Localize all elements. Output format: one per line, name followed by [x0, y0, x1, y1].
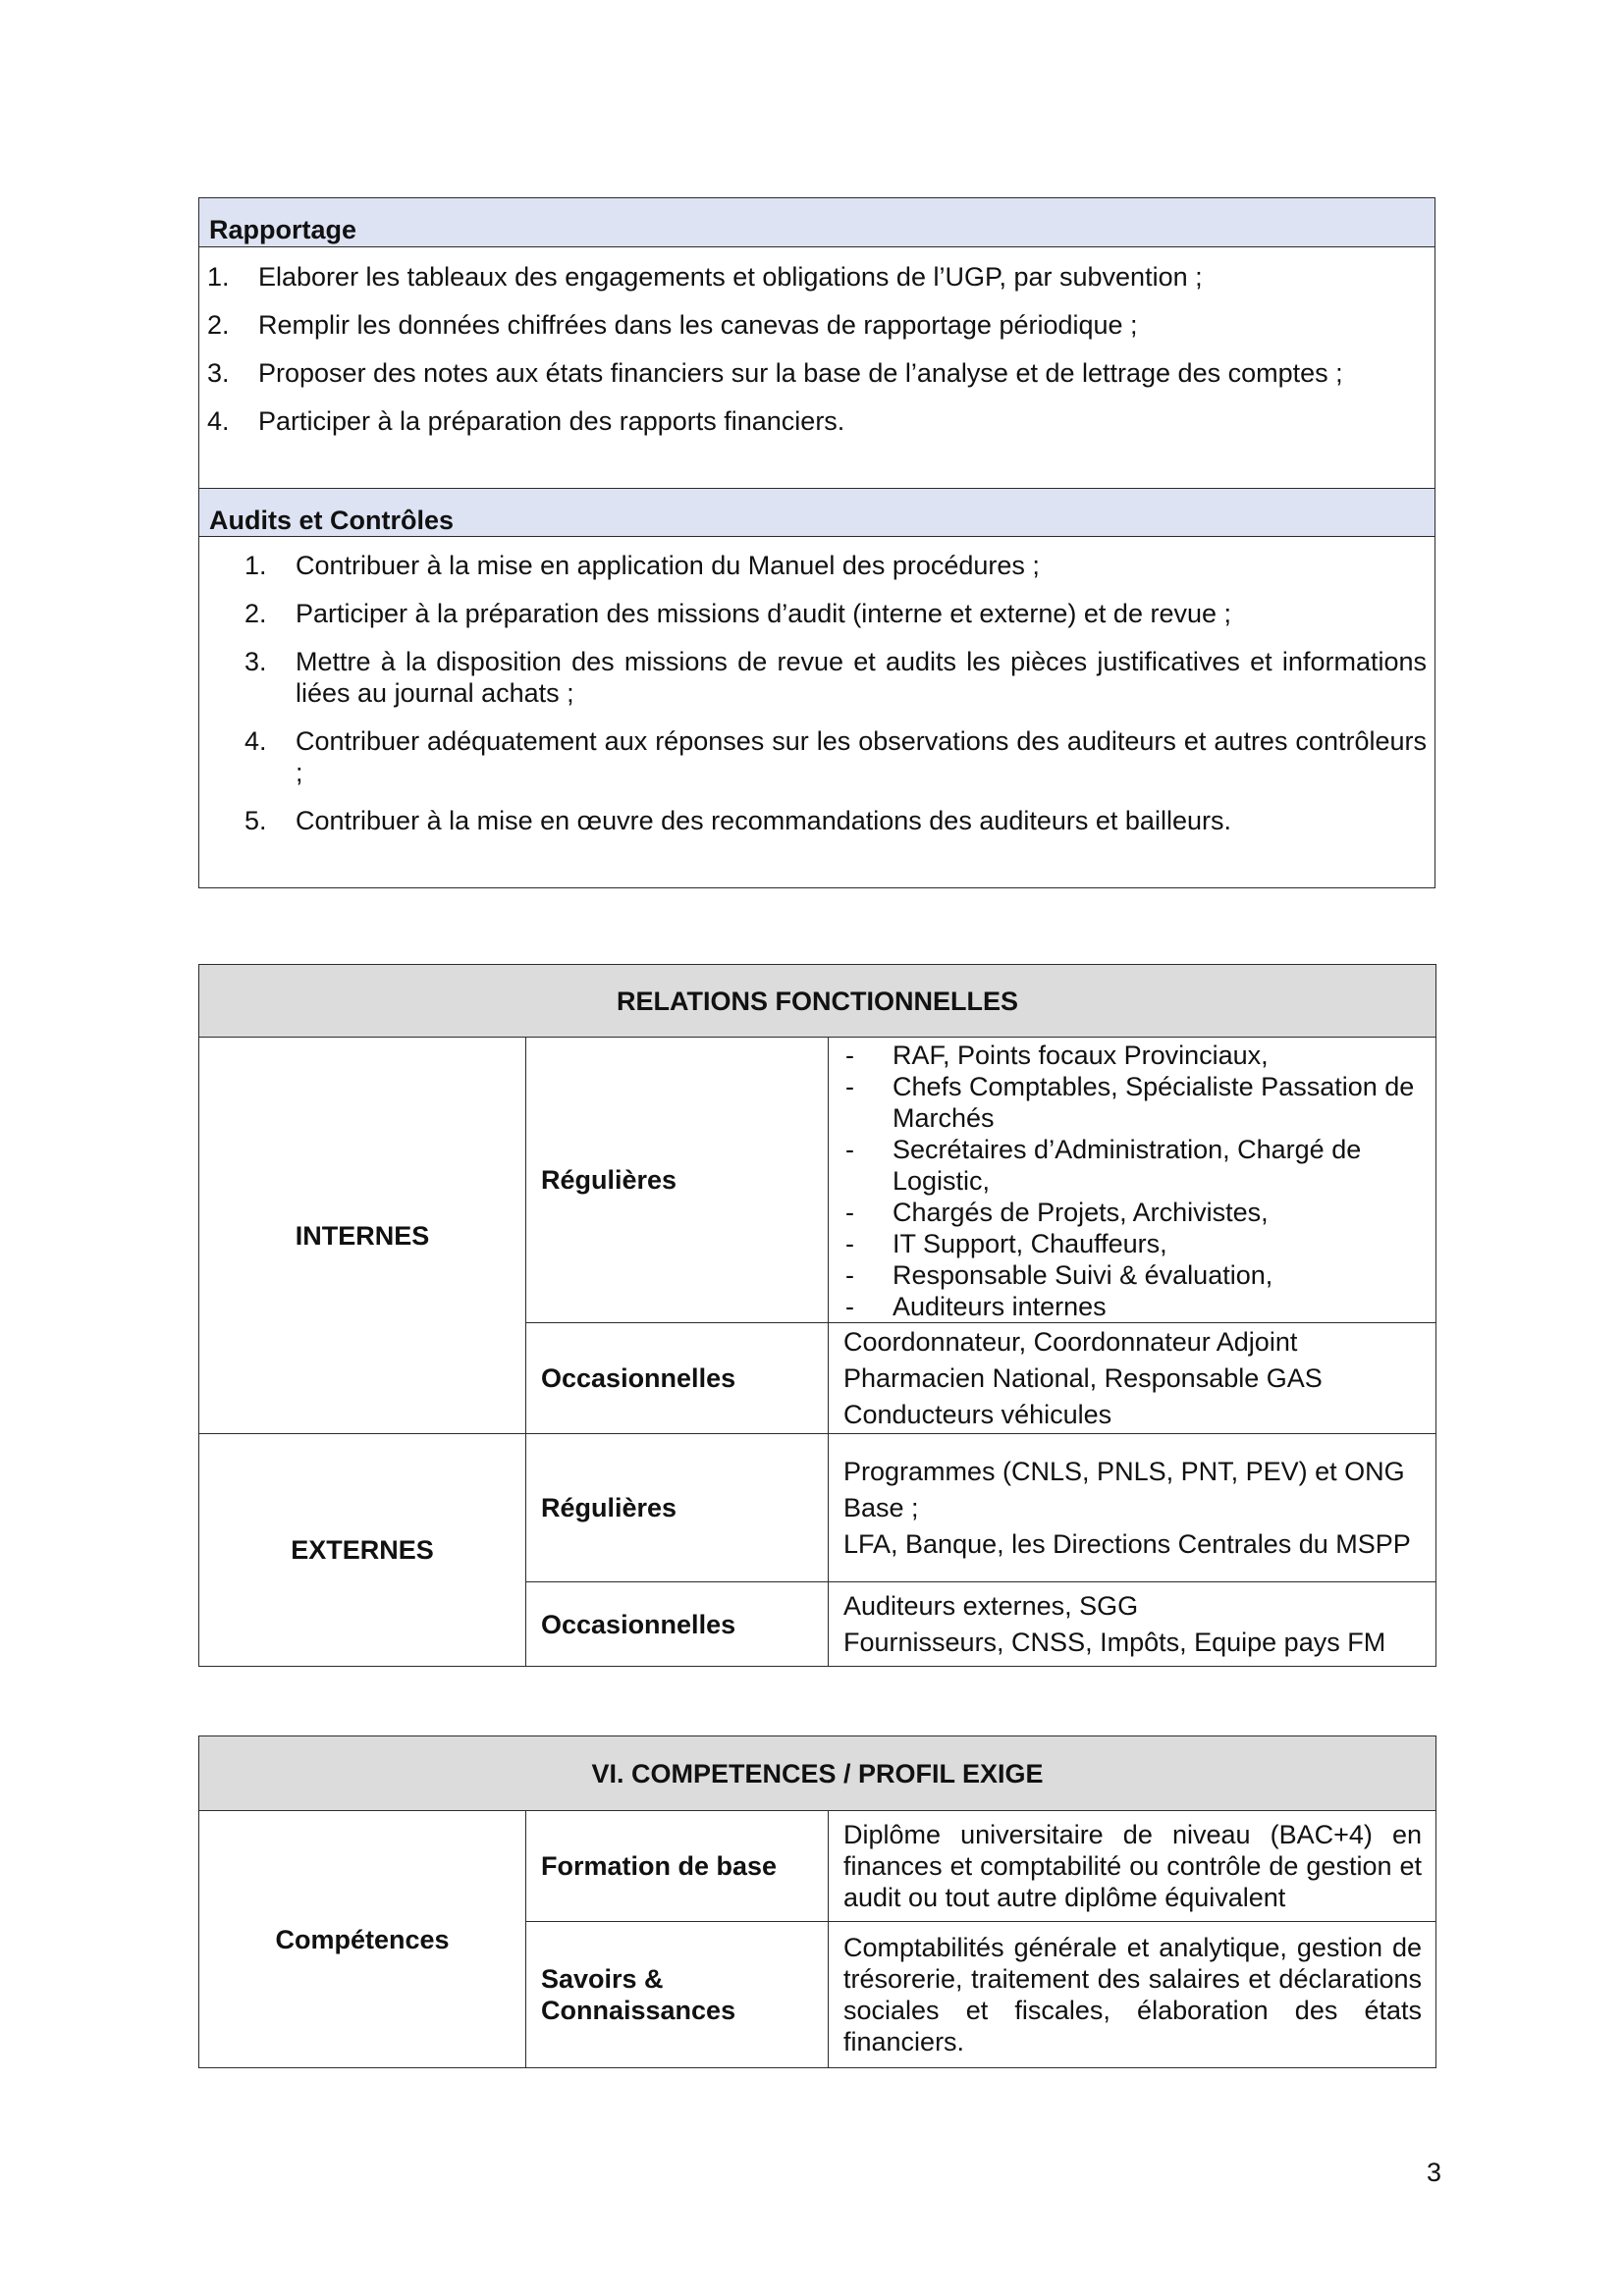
item-number: 5. — [244, 806, 267, 835]
list-item — [244, 598, 1427, 629]
internes-regulieres-cell — [829, 1038, 1436, 1323]
item-text: Contribuer adéquatement aux réponses sur les observations des auditeurs et autres contrôleurs ; — [296, 726, 1427, 787]
list-item — [207, 261, 1415, 293]
audits-header: Audits et Contrôles — [199, 488, 1435, 537]
item-text: Proposer des notes aux états financiers sur la base de l’analyse et de lettrage des comptes ; — [258, 358, 1343, 388]
item-text: Contribuer à la mise en application du Manuel des procédures ; — [296, 551, 1040, 580]
item-number: 1. — [207, 262, 230, 292]
list-item: - Secrétaires d’Administration, Chargé de Logistic, — [843, 1134, 1422, 1197]
list-item — [207, 357, 1415, 389]
item-number: 3. — [244, 647, 267, 676]
item-number: 3. — [207, 358, 230, 388]
internes-regulieres-label: Régulières — [526, 1038, 829, 1323]
list-item: - RAF, Points focaux Provinciaux, — [843, 1040, 1422, 1071]
rapportage-header: Rapportage — [199, 198, 1435, 247]
externes-regulieres-cell — [829, 1434, 1436, 1582]
internes-label: INTERNES — [199, 1038, 526, 1434]
cell-line: Pharmacien National, Responsable GAS — [843, 1362, 1323, 1393]
formation-label: Formation de base — [526, 1811, 829, 1922]
relations-table — [198, 964, 1436, 1667]
relations-title: RELATIONS FONCTIONNELLES — [199, 965, 1436, 1038]
audits-list — [244, 550, 1427, 853]
externes-occasionnelles-cell — [829, 1582, 1436, 1667]
list-item — [244, 725, 1427, 788]
item-text: Participer à la préparation des missions d’audit (interne et externe) et de revue ; — [296, 599, 1232, 628]
competences-table — [198, 1735, 1436, 2068]
externes-label: EXTERNES — [199, 1434, 526, 1667]
internes-occasionnelles-cell — [829, 1323, 1436, 1434]
competences-label: Compétences — [199, 1811, 526, 2068]
list-item — [244, 646, 1427, 709]
list-item: - Chargés de Projets, Archivistes, — [843, 1197, 1422, 1228]
savoirs-label: Savoirs & Connaissances — [526, 1922, 829, 2068]
list-item: - Auditeurs internes — [843, 1291, 1422, 1322]
item-text: Remplir les données chiffrées dans les canevas de rapportage périodique ; — [258, 310, 1138, 340]
page-number: 3 — [1426, 2158, 1441, 2187]
list-item: - Responsable Suivi & évaluation, — [843, 1259, 1422, 1291]
item-text: Elaborer les tableaux des engagements et obligations de l’UGP, par subvention ; — [258, 262, 1203, 292]
rapportage-list — [207, 261, 1415, 454]
list-item — [207, 405, 1415, 437]
externes-occasionnelles-label: Occasionnelles — [526, 1582, 829, 1667]
list-item — [244, 550, 1427, 581]
item-text: Contribuer à la mise en œuvre des recommandations des auditeurs et bailleurs. — [296, 806, 1231, 835]
item-number: 4. — [244, 726, 267, 756]
savoirs-text: Comptabilités générale et analytique, gestion de trésorerie, traitement des salaires et déclarations sociales et fiscales, élaboration des états financiers. — [829, 1922, 1436, 2068]
formation-text: Diplôme universitaire de niveau (BAC+4) en finances et comptabilité ou contrôle de gestion et audit ou tout autre diplôme équivalent — [829, 1811, 1436, 1922]
list-item: - IT Support, Chauffeurs, — [843, 1228, 1422, 1259]
item-text: Mettre à la disposition des missions de revue et audits les pièces justificatives et informations liées au journal achats ; — [296, 647, 1427, 708]
item-number: 1. — [244, 551, 267, 580]
cell-line: LFA, Banque, les Directions Centrales du MSPP — [843, 1528, 1411, 1559]
cell-line: Coordonnateur, Coordonnateur Adjoint — [843, 1326, 1298, 1357]
internes-regulieres-list — [843, 1040, 1422, 1322]
internes-occasionnelles-label: Occasionnelles — [526, 1323, 829, 1434]
list-item — [244, 805, 1427, 836]
item-number: 2. — [207, 310, 230, 340]
tasks-box — [198, 197, 1435, 888]
list-item — [207, 309, 1415, 341]
item-number: 4. — [207, 406, 230, 436]
cell-line: Conducteurs véhicules — [843, 1399, 1112, 1429]
item-text: Participer à la préparation des rapports financiers. — [258, 406, 845, 436]
list-item: - Chefs Comptables, Spécialiste Passation de Marchés — [843, 1071, 1422, 1134]
competences-title: VI. COMPETENCES / PROFIL EXIGE — [199, 1736, 1436, 1811]
cell-line: Fournisseurs, CNSS, Impôts, Equipe pays FM — [843, 1627, 1386, 1657]
item-number: 2. — [244, 599, 267, 628]
externes-regulieres-label: Régulières — [526, 1434, 829, 1582]
cell-line: Programmes (CNLS, PNLS, PNT, PEV) et ONG Base ; — [843, 1456, 1405, 1522]
cell-line: Auditeurs externes, SGG — [843, 1590, 1139, 1621]
